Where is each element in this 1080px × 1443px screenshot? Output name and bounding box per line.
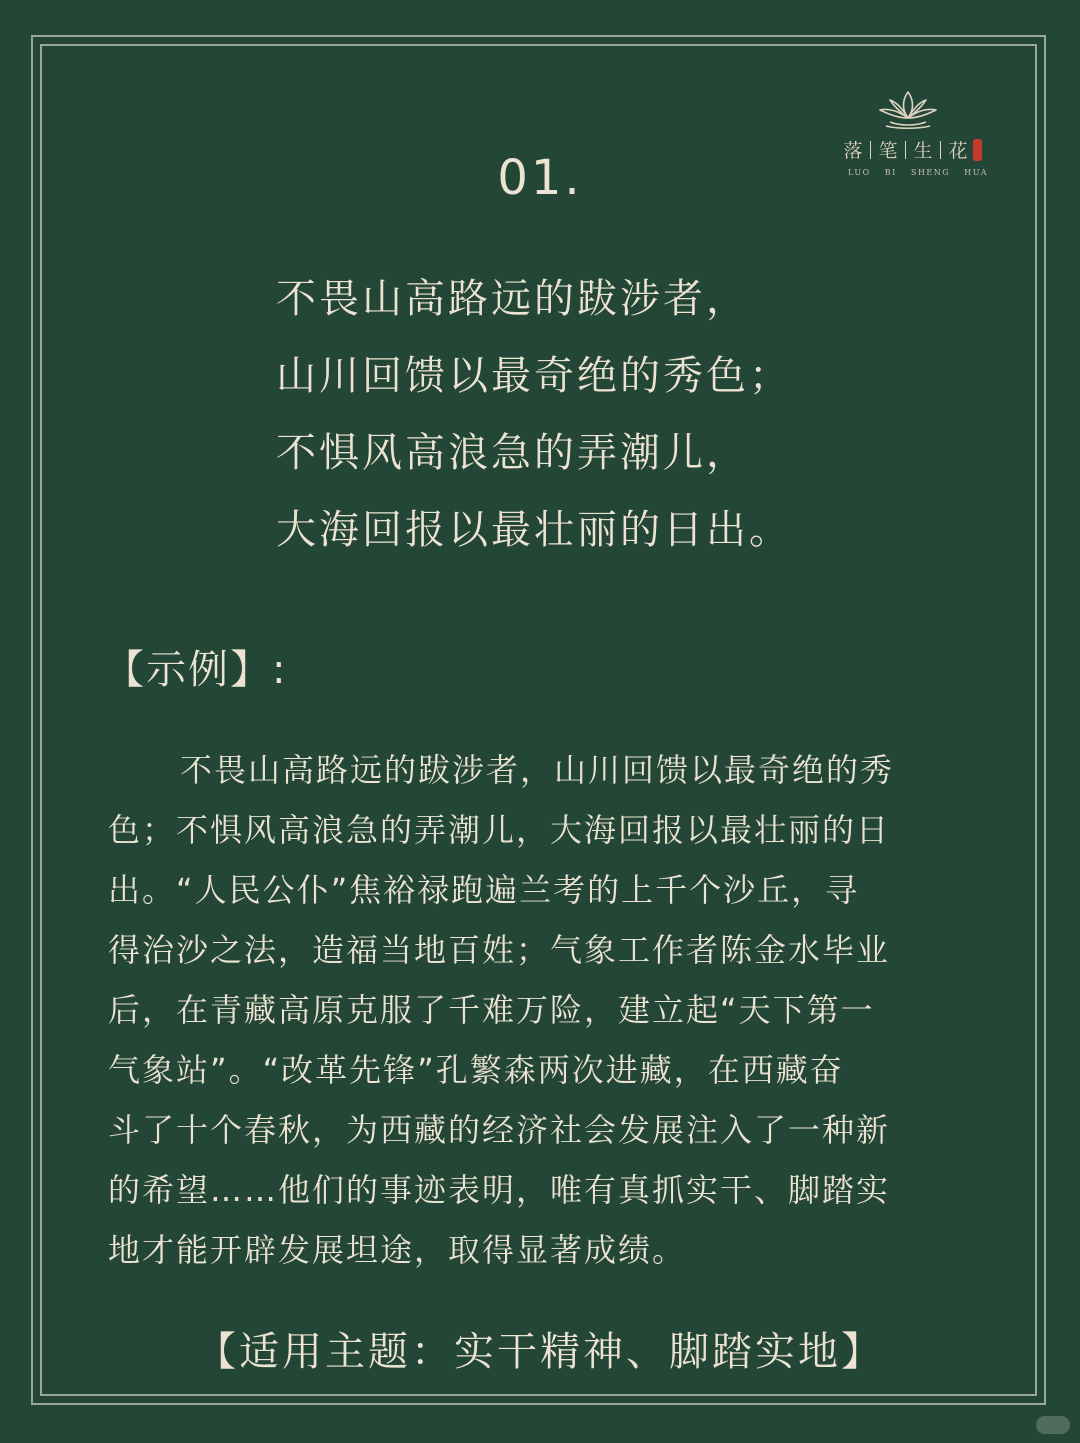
paragraph-line: 不畏山高路远的跋涉者，山川回馈以最奇绝的秀 — [180, 751, 895, 789]
example-paragraph — [108, 740, 968, 1280]
theme-tag: 【适用主题：实干精神、脚踏实地】 — [196, 1329, 884, 1375]
quote-line: 不惧风高浪急的弄潮儿， — [276, 430, 749, 476]
quote-block — [276, 268, 836, 576]
pinyin-syllable: BI — [884, 168, 897, 177]
logo-char: 落 — [843, 140, 863, 162]
paragraph-line: 后，在青藏高原克服了千难万险，建立起“天下第一 — [108, 991, 875, 1029]
lotus-icon — [876, 88, 940, 130]
paragraph-line: 得治沙之法，造福当地百姓；气象工作者陈金水毕业 — [108, 931, 891, 969]
pinyin-syllable: SHENG — [910, 168, 951, 177]
logo-char: 笔 — [878, 140, 898, 162]
paragraph-line: 地才能开辟发展坦途，取得显著成绩。 — [108, 1231, 687, 1269]
pinyin-syllable: LUO — [848, 168, 871, 177]
paragraph-line: 色；不惧风高浪急的弄潮儿，大海回报以最壮丽的日 — [108, 811, 891, 849]
paragraph-line: 的希望……他们的事迹表明，唯有真抓实干、脚踏实 — [108, 1171, 891, 1209]
paragraph-line: 气象站”。“改革先锋”孔繁森两次进藏，在西藏奋 — [108, 1051, 844, 1089]
paragraph-line: 出。“人民公仆”焦裕禄跑遍兰考的上千个沙丘，寻 — [108, 871, 860, 909]
paragraph-line: 斗了十个春秋，为西藏的经济社会发展注入了一种新 — [108, 1111, 891, 1149]
quote-line: 不畏山高路远的跋涉者， — [276, 276, 749, 322]
watermark-badge — [1036, 1416, 1070, 1434]
example-heading: 【示例】: — [104, 647, 288, 693]
section-number: 01. — [497, 150, 583, 206]
logo-char: 花 — [948, 140, 968, 162]
logo-char: 生 — [913, 140, 933, 162]
pinyin-syllable: HUA — [964, 168, 988, 177]
quote-line: 大海回报以最壮丽的日出。 — [276, 507, 792, 553]
quote-line: 山川回馈以最奇绝的秀色； — [276, 353, 792, 399]
